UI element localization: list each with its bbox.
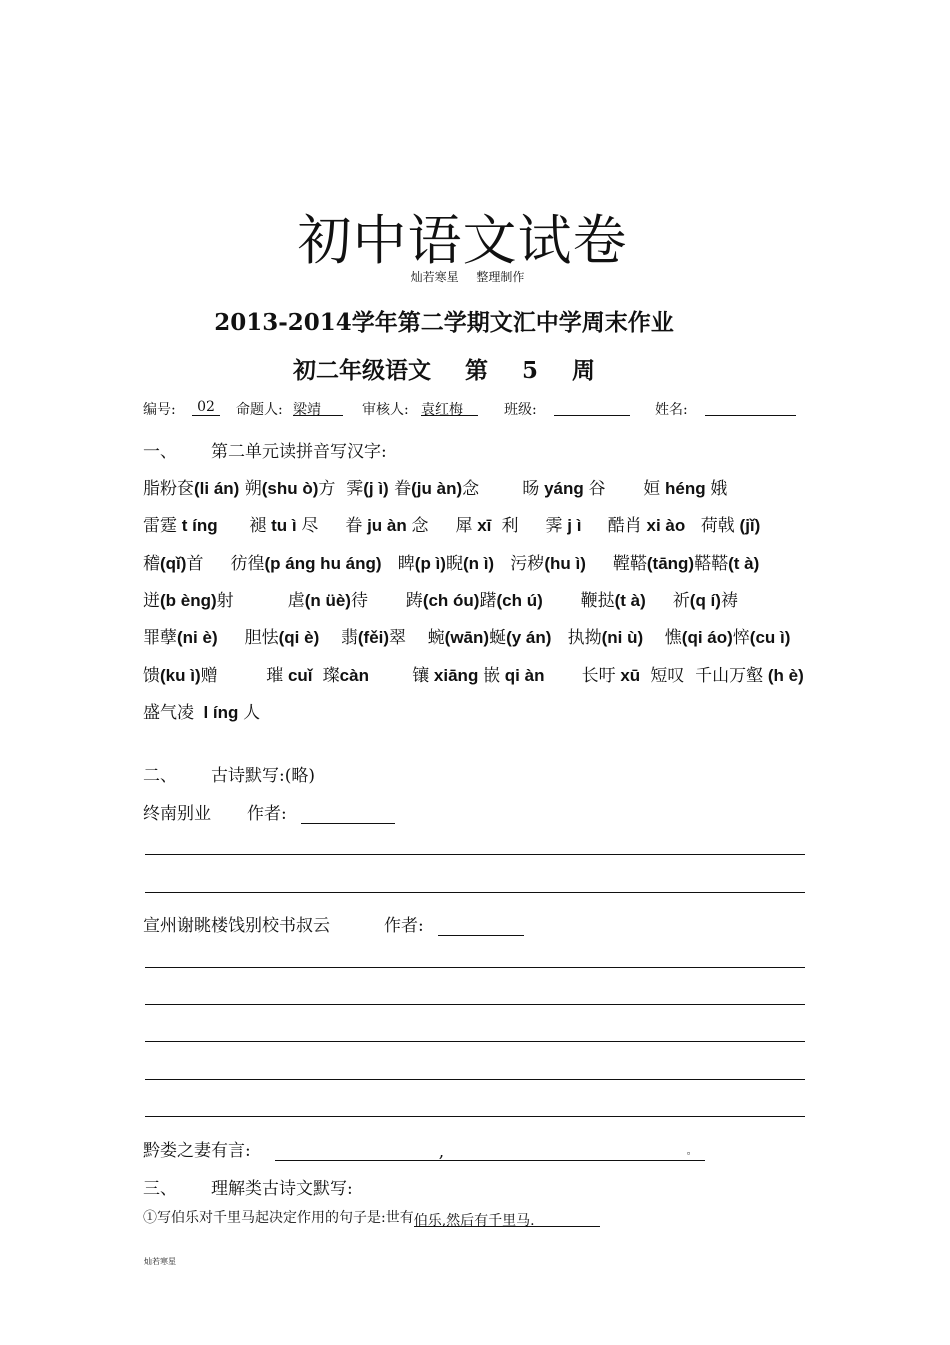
document-title: 初中语文试卷: [297, 209, 628, 272]
poem-one-author-label: 作者:: [247, 804, 287, 824]
hanzi-text: 憔: [643, 628, 682, 648]
poem-three-blank-one[interactable]: [275, 1142, 439, 1161]
hanzi-text: 人: [243, 703, 261, 723]
pinyin-text: (wān): [444, 628, 490, 647]
section-one-title: 第二单元读拼音写汉字:: [211, 442, 387, 462]
pinyin-text: qi àn: [500, 666, 550, 685]
hanzi-text: 虐: [233, 591, 305, 611]
hanzi-text: 璨: [317, 666, 340, 686]
hanzi-text: 霁: [518, 516, 563, 536]
hanzi-text: 鞳鞳: [694, 554, 729, 574]
pinyin-text: (ch óu): [422, 591, 480, 610]
hanzi-text: 眷: [388, 479, 412, 499]
poem-one-title: 终南别业: [143, 804, 211, 824]
name-blank[interactable]: [705, 399, 796, 416]
hanzi-text: 方: [318, 479, 336, 499]
hanzi-text: 褪: [222, 516, 267, 536]
hanzi-text: 嵌: [483, 666, 501, 686]
hanzi-text: 娥: [710, 479, 728, 499]
pinyin-text: t íng: [177, 516, 223, 535]
question-one-answer[interactable]: 伯乐,然后有千里马.: [414, 1210, 600, 1227]
hanzi-text: 彷徨: [203, 554, 265, 574]
author-field: [293, 399, 343, 416]
pinyin-text: yáng: [539, 479, 589, 498]
class-field[interactable]: [554, 399, 630, 416]
pinyin-line: [143, 549, 759, 574]
pinyin-text: (shu ò): [261, 479, 319, 498]
section-three-title: 理解类古诗文默写:: [211, 1179, 353, 1199]
number-value: [192, 399, 220, 416]
section-three-heading: [143, 1174, 353, 1199]
hanzi-text: 睥: [381, 554, 415, 574]
answer-line[interactable]: [145, 1041, 805, 1042]
author-value: 梁靖: [293, 399, 343, 416]
pinyin-text: (ni è): [177, 628, 218, 647]
pinyin-text: (li án): [194, 479, 240, 498]
hanzi-text: 镶: [368, 666, 430, 686]
hanzi-text: 赠: [200, 666, 218, 686]
name-label: 姓名:: [655, 402, 688, 418]
hanzi-text: 悴: [732, 628, 750, 648]
hanzi-text: 尽: [301, 516, 319, 536]
hanzi-text: 朔: [239, 479, 262, 499]
pinyin-text: xī: [472, 516, 497, 535]
number-label: 编号:: [143, 402, 176, 418]
hanzi-text: 污秽: [494, 554, 545, 574]
hanzi-text: 鞺鞳: [585, 554, 647, 574]
grade-week-heading: 初二年级语文 第 5 周: [292, 357, 596, 384]
pinyin-text: (q í): [689, 591, 721, 610]
page-footer: 灿若寒星: [144, 1257, 176, 1266]
class-label: 班级:: [504, 402, 537, 418]
pinyin-text: (t à): [614, 591, 646, 610]
pinyin-text: (cu ì): [749, 628, 791, 647]
hanzi-text: 谷: [588, 479, 606, 499]
poem-three-title: 黔娄之妻有言:: [143, 1141, 251, 1161]
hanzi-text: 姮: [605, 479, 661, 499]
pinyin-text: (y án): [506, 628, 552, 647]
poem-one-heading: [143, 799, 395, 824]
answer-line[interactable]: [145, 892, 805, 893]
reviewer-field: [421, 399, 478, 416]
answer-line[interactable]: [145, 1004, 805, 1005]
hanzi-text: 念: [411, 516, 429, 536]
pinyin-text: (j ì): [363, 479, 389, 498]
hanzi-text: 雷霆: [143, 516, 177, 536]
hanzi-text: 璀: [217, 666, 284, 686]
hanzi-text: 蜒: [489, 628, 507, 648]
pinyin-text: (b èng): [160, 591, 217, 610]
pinyin-text: ju àn: [362, 516, 412, 535]
pinyin-line: [143, 698, 260, 723]
section-two-heading: [143, 761, 315, 786]
hanzi-text: 馈: [143, 666, 160, 686]
poem-two-heading: [143, 911, 524, 936]
class-blank[interactable]: [554, 399, 630, 416]
hanzi-text: 翡: [319, 628, 358, 648]
section-one-number: 一、: [143, 442, 177, 462]
section-two-number: 二、: [143, 766, 177, 786]
hanzi-text: 祷: [720, 591, 738, 611]
hanzi-text: 执拗: [551, 628, 602, 648]
pinyin-text: tu ì: [266, 516, 302, 535]
hanzi-text: 千山万壑: [684, 666, 764, 686]
question-one-prompt: ①写伯乐对千里马起决定作用的句子是:世有: [143, 1210, 414, 1226]
pinyin-text: (p ì): [414, 554, 446, 573]
answer-line[interactable]: [145, 1116, 805, 1117]
pinyin-text: (qǐ): [160, 554, 187, 573]
hanzi-text: 稽: [143, 554, 160, 574]
section-three-number: 三、: [143, 1179, 177, 1199]
pinyin-text: (jǐ): [734, 516, 766, 535]
answer-line[interactable]: [145, 1079, 805, 1080]
pinyin-text: (n üè): [304, 591, 351, 610]
pinyin-text: (ch ú): [496, 591, 543, 610]
pinyin-line: [143, 474, 727, 499]
pinyin-line: [143, 511, 765, 536]
answer-line[interactable]: [145, 854, 805, 855]
poem-three-comma: ,: [439, 1142, 447, 1161]
pinyin-line: [143, 623, 790, 648]
reviewer-value: 袁红梅: [421, 399, 478, 416]
pinyin-text: xū: [615, 666, 645, 685]
hanzi-text: 犀: [428, 516, 473, 536]
pinyin-text: (qi è): [278, 628, 320, 647]
poem-two-author-blank[interactable]: [438, 917, 524, 936]
pinyin-text: (fěi): [357, 628, 390, 647]
pinyin-text: (ju àn): [411, 479, 463, 498]
hanzi-text: 旸: [479, 479, 540, 499]
hanzi-text: 祈: [645, 591, 690, 611]
hanzi-text: 罪孽: [143, 628, 177, 648]
poem-three-period: 。: [687, 1142, 705, 1161]
pinyin-text: j ì: [562, 516, 587, 535]
pinyin-text: (ni ù): [601, 628, 644, 647]
pinyin-line: [143, 586, 738, 611]
hanzi-text: 待: [350, 591, 368, 611]
hanzi-text: 脂粉奁: [143, 479, 194, 499]
hanzi-text: 荷戟: [690, 516, 735, 536]
section-two-title: 古诗默写:(略): [211, 766, 315, 786]
hanzi-text: 翠: [389, 628, 407, 648]
pinyin-text: (t à): [728, 554, 760, 573]
pinyin-text: (n ì): [462, 554, 495, 573]
pinyin-text: xi ào: [641, 516, 690, 535]
poem-three-blank-two[interactable]: [447, 1142, 687, 1161]
poem-three-line: [143, 1136, 705, 1161]
hanzi-text: 躇: [479, 591, 497, 611]
hanzi-text: 短叹: [644, 666, 685, 686]
pinyin-text: càn: [339, 666, 369, 685]
section-one-heading: [143, 437, 387, 462]
poem-two-author-label: 作者:: [384, 916, 424, 936]
pinyin-text: xiāng: [429, 666, 484, 685]
question-one: [143, 1207, 600, 1227]
hanzi-text: 长吁: [549, 666, 616, 686]
pinyin-text: cuǐ: [283, 666, 318, 685]
assignment-heading: 2013-2014学年第二学期文汇中学周末作业: [214, 309, 674, 336]
pinyin-text: héng: [660, 479, 711, 498]
hanzi-text: 射: [216, 591, 234, 611]
pinyin-text: (qi áo): [681, 628, 733, 647]
pinyin-text: l íng: [194, 703, 244, 722]
hanzi-text: 鞭挞: [542, 591, 615, 611]
poem-two-title: 宣州谢眺楼饯别校书叔云: [143, 916, 330, 936]
hanzi-text: 霁: [335, 479, 364, 499]
hanzi-text: 首: [186, 554, 204, 574]
pinyin-text: (tāng): [646, 554, 695, 573]
author-label: 命题人:: [236, 402, 283, 418]
hanzi-text: 眷: [318, 516, 363, 536]
hanzi-text: 酷肖: [586, 516, 642, 536]
hanzi-text: 迸: [143, 591, 160, 611]
hanzi-text: 利: [496, 516, 519, 536]
hanzi-text: 睨: [445, 554, 463, 574]
reviewer-label: 审核人:: [362, 402, 409, 418]
poem-one-author-blank[interactable]: [301, 805, 395, 824]
pinyin-line: [143, 661, 808, 686]
pinyin-text: (hu ì): [544, 554, 586, 573]
hanzi-text: 念: [462, 479, 480, 499]
answer-line[interactable]: [145, 967, 805, 968]
pinyin-text: (h è): [763, 666, 809, 685]
hanzi-text: 胆怯: [217, 628, 279, 648]
pinyin-text: (p áng hu áng): [264, 554, 382, 573]
hanzi-text: 盛气凌: [143, 703, 194, 723]
hanzi-text: 蜿: [406, 628, 445, 648]
number-value-text: 02: [192, 399, 220, 416]
hanzi-text: 踌: [367, 591, 423, 611]
document-subtitle: 灿若寒星 整理制作: [410, 270, 525, 284]
name-field[interactable]: [705, 399, 796, 416]
pinyin-text: (ku ì): [160, 666, 201, 685]
